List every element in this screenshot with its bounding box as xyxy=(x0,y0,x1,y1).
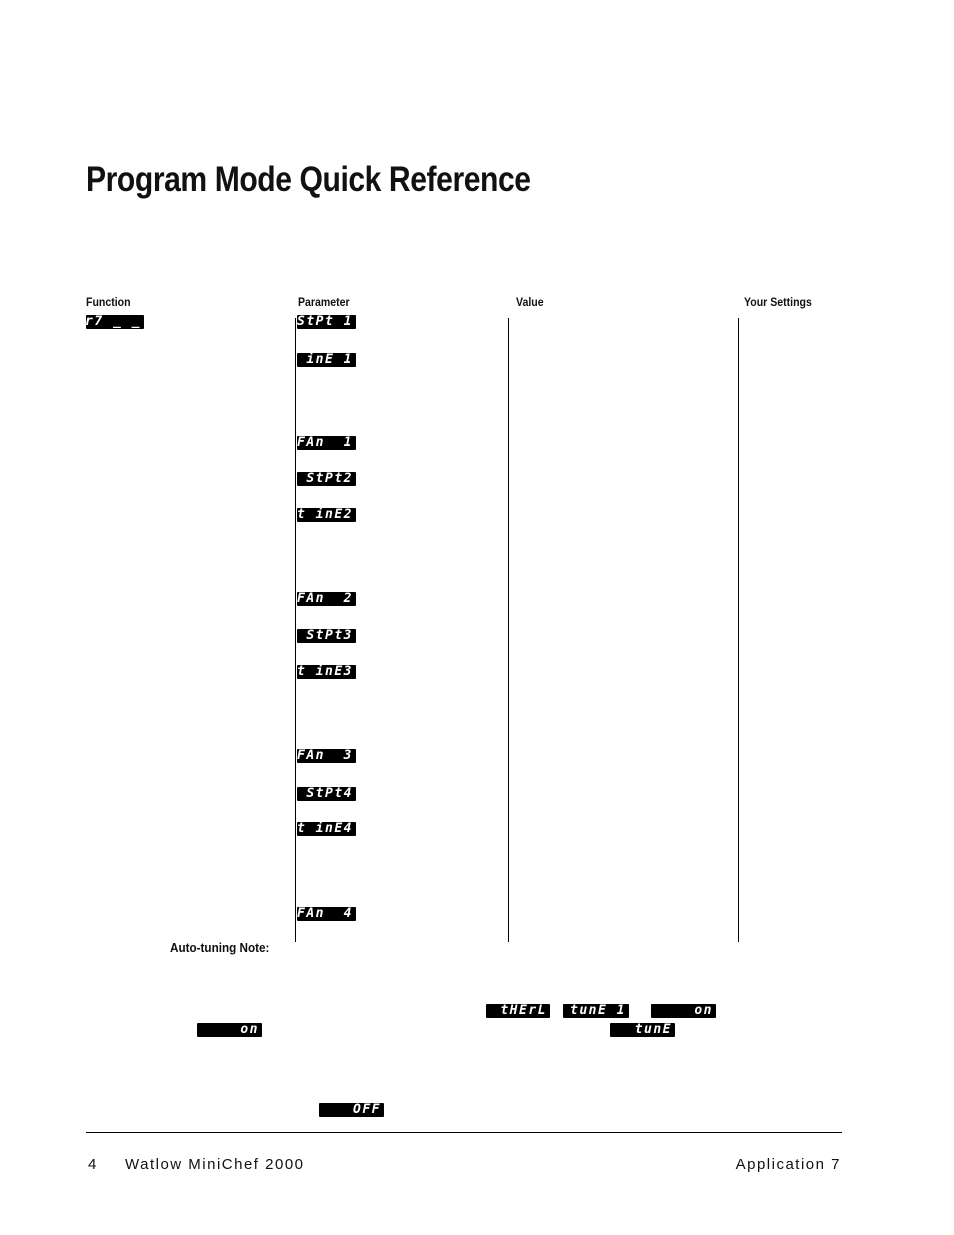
parameter-display-text: t inE 1 xyxy=(287,352,353,367)
parameter-display-text: StPt 1 xyxy=(297,314,353,329)
on-display xyxy=(197,1023,262,1037)
parameter-display-text: StPt2 xyxy=(306,471,353,486)
column-header-value: Value xyxy=(516,295,544,309)
tune1-display xyxy=(563,1004,629,1018)
parameter-column-divider xyxy=(295,318,296,942)
parameter-display xyxy=(297,472,356,486)
tune-display xyxy=(610,1023,675,1037)
parameter-display xyxy=(297,436,356,450)
parameter-display xyxy=(297,508,356,522)
column-header-function: Function xyxy=(86,295,131,309)
parameter-display xyxy=(287,352,356,367)
parameter-display xyxy=(297,592,356,606)
page-title: Program Mode Quick Reference xyxy=(86,160,531,199)
parameter-display xyxy=(297,787,356,801)
section-name: Application 7 xyxy=(735,1156,841,1173)
off-display-text: OFF xyxy=(353,1102,381,1117)
parameter-display-text: StPt3 xyxy=(306,628,353,643)
parameter-display xyxy=(297,749,356,763)
tune-display-text: tunE xyxy=(634,1022,672,1037)
on-display-text: on xyxy=(694,1003,713,1018)
function-display-text: r7 _ _ xyxy=(85,314,141,329)
tune1-display-text: tunE 1 xyxy=(570,1003,626,1018)
parameter-display-text: t inE2 xyxy=(297,507,353,522)
parameter-display xyxy=(297,629,356,643)
parameter-display-text: FAn 3 xyxy=(297,748,353,763)
parameter-display-text: t inE4 xyxy=(297,821,353,836)
settings-column-divider xyxy=(738,318,739,942)
value-column-divider xyxy=(508,318,509,942)
parameter-display-text: FAn 2 xyxy=(297,591,353,606)
page-number: 4 xyxy=(88,1156,98,1173)
parameter-display xyxy=(297,822,356,836)
parameter-display xyxy=(297,665,356,679)
parameter-display-text: FAn 1 xyxy=(297,435,353,450)
parameter-display-text: FAn 4 xyxy=(297,906,353,921)
parameter-display-text: StPt4 xyxy=(306,786,353,801)
auto-tuning-note-heading: Auto-tuning Note: xyxy=(170,940,270,955)
parameter-display xyxy=(297,315,356,329)
column-header-your-settings: Your Settings xyxy=(744,295,812,309)
footer-rule xyxy=(86,1132,842,1133)
therl-display xyxy=(486,1004,550,1018)
product-name: Watlow MiniChef 2000 xyxy=(125,1156,305,1173)
parameter-display-text: t inE3 xyxy=(297,664,353,679)
off-display xyxy=(319,1103,384,1117)
function-display xyxy=(86,315,144,329)
on-display-text: on xyxy=(240,1022,259,1037)
column-header-parameter: Parameter xyxy=(298,295,350,309)
parameter-display xyxy=(297,907,356,921)
therl-display-text: tHErL xyxy=(500,1003,547,1018)
on-display xyxy=(651,1004,716,1018)
